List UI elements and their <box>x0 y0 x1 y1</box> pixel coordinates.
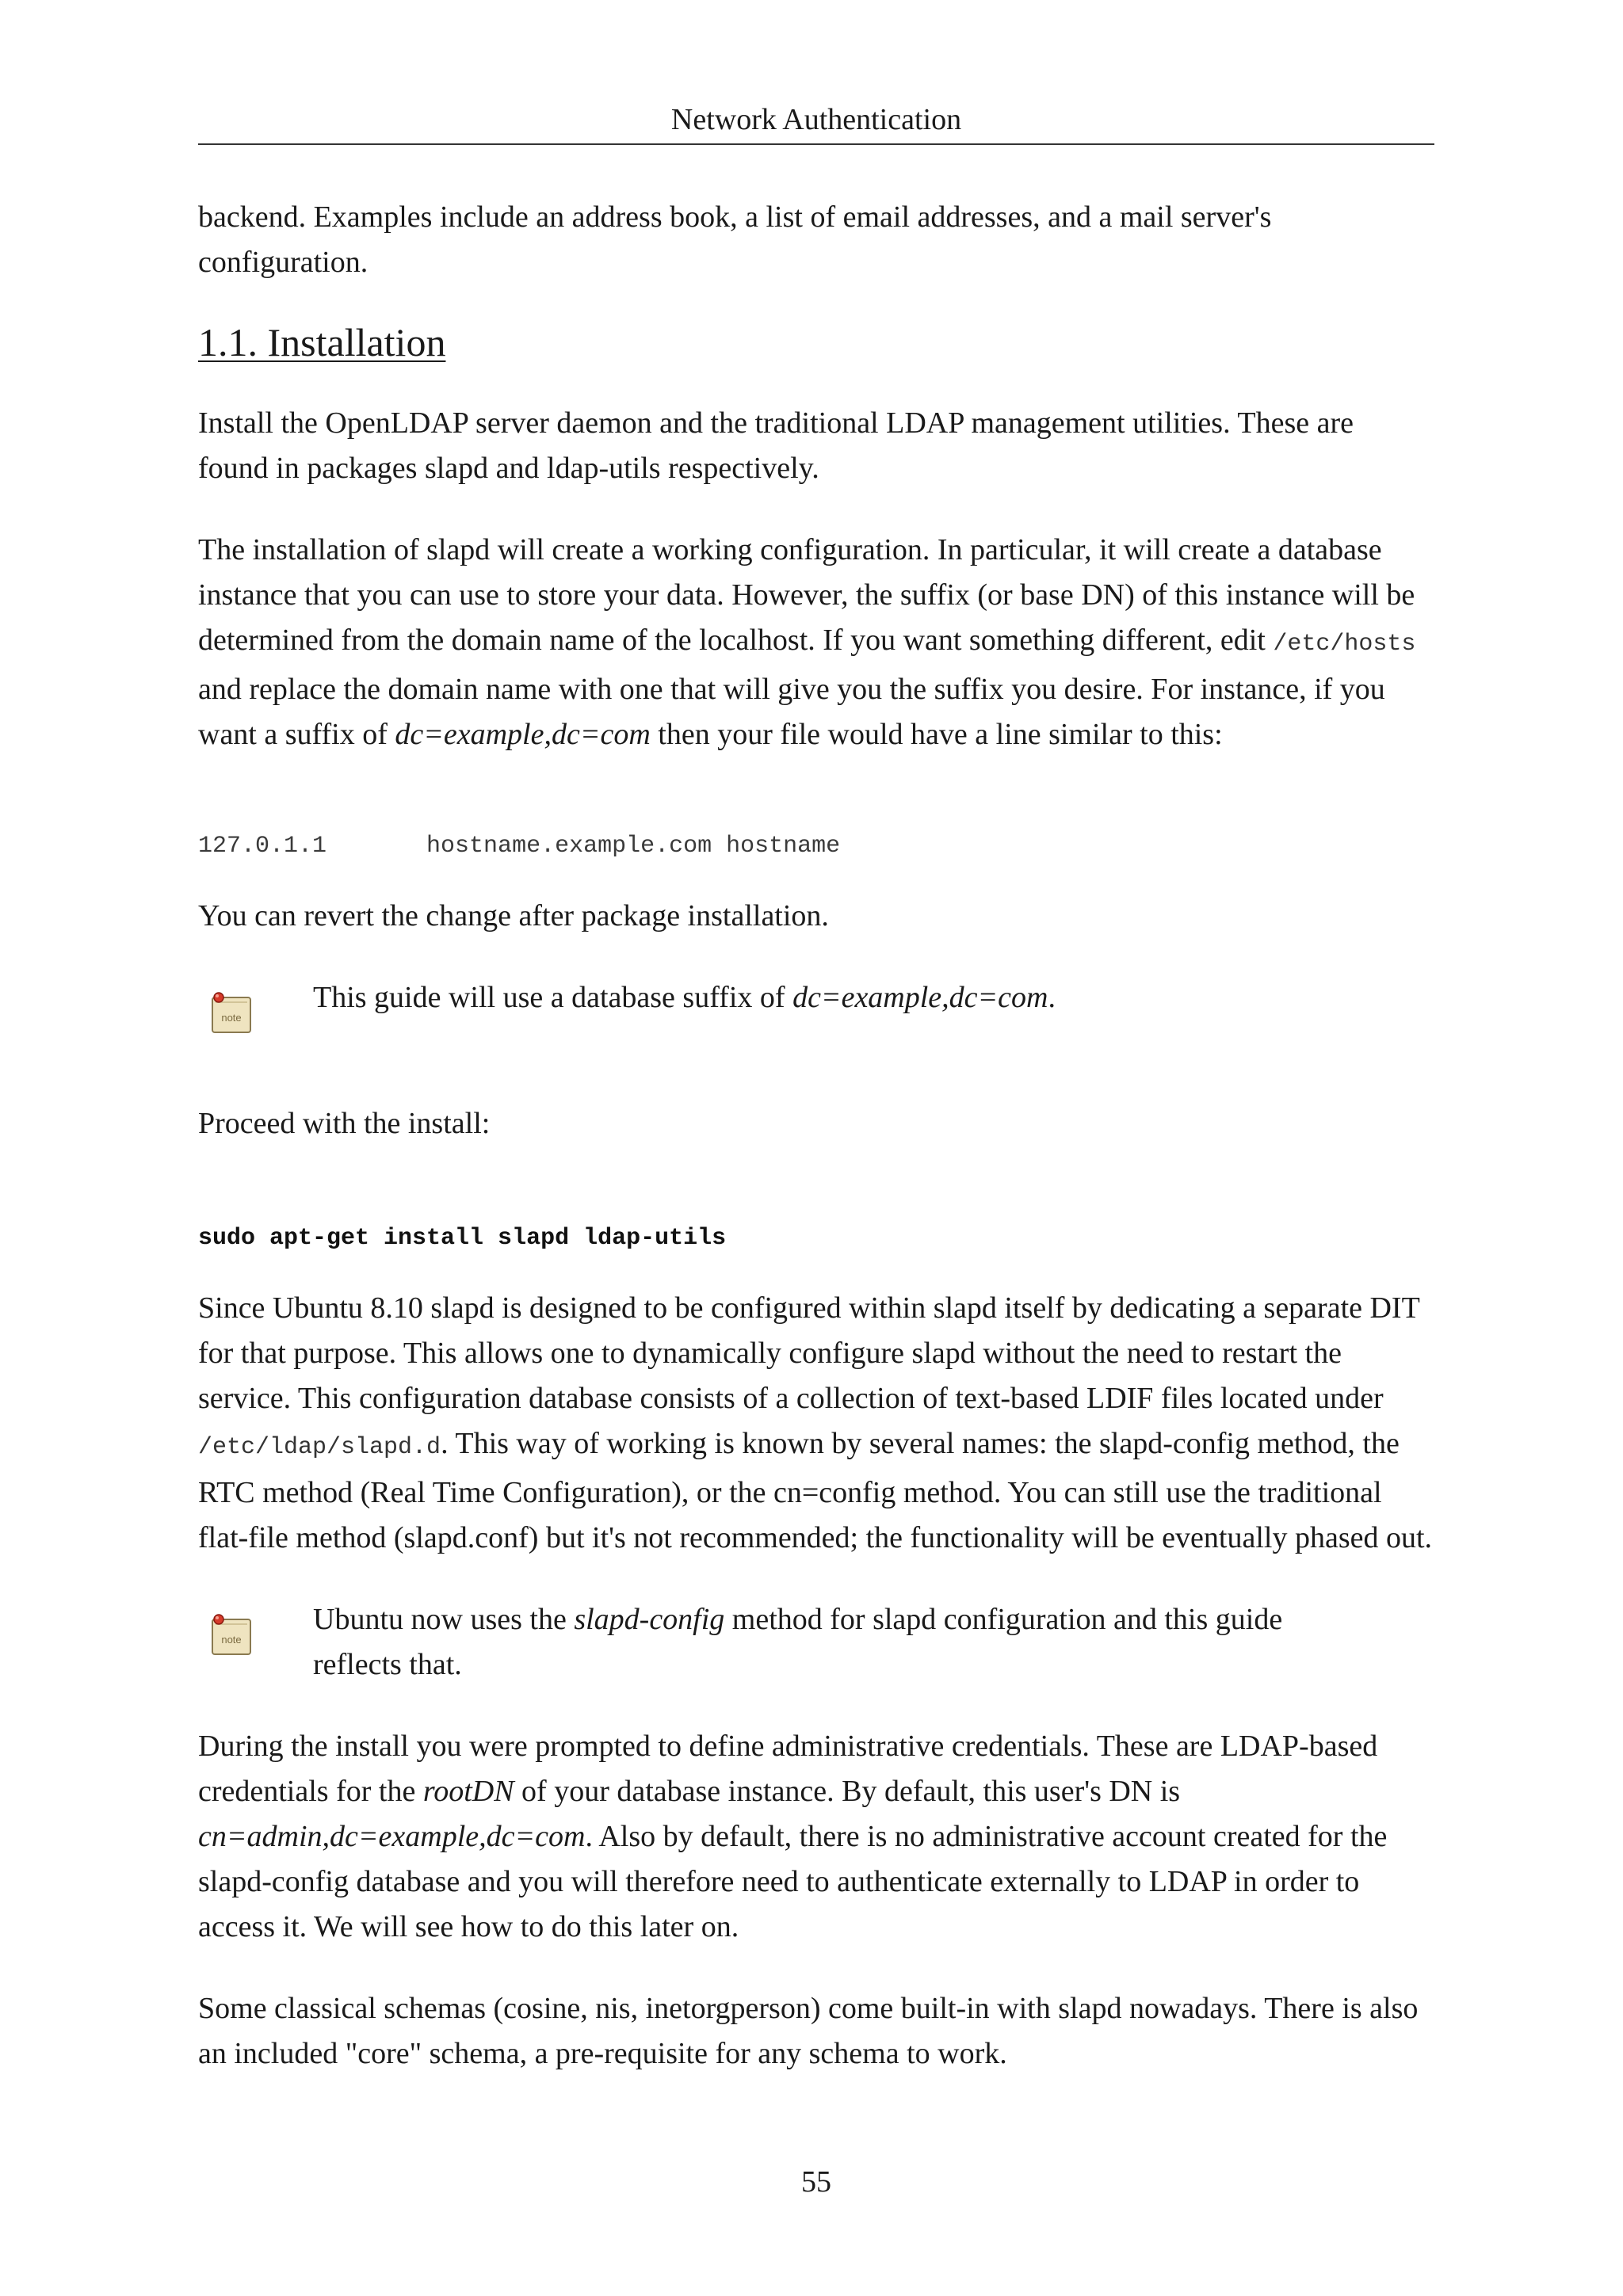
note-icon <box>204 1608 257 1661</box>
svg-text:note: note <box>221 1012 242 1024</box>
rootdn-term: rootDN <box>422 1775 514 1808</box>
note-suffix-value: dc=example,dc=com <box>792 981 1048 1014</box>
config-paragraph <box>198 528 1434 757</box>
slapd-config-paragraph: Since Ubuntu 8.10 slapd is designed to be configured within slapd itself by dedicating a separate DIT for that purpose. This allows one to dynamically configure slapd without the need to restart the service. This configuration database consists of a collection of text-based LDIF files located under /etc/ldap/slapd.d. This way of working is known by several names: the slapd-config method, the RTC method (Real Time Configuration), or the cn=config method. You can still use the traditional flat-file method (slapd.conf) but it's not recommended; the functionality will be eventually phased out. <box>198 1291 1433 1554</box>
config-text-a: The installation of slapd will create a working configuration. In particular, it will create a database instance that you can use to store your data. However, the suffix (or base DN) of this instance will be determined from the domain name of the localhost. If you want something different, edit <box>198 533 1415 657</box>
proceed-paragraph: Proceed with the install: <box>198 1107 491 1140</box>
install-paragraph: Install the OpenLDAP server daemon and the traditional LDAP management utilities. These are found in packages slapd and ldap-utils respectively. <box>198 406 1354 485</box>
page-number: 55 <box>801 2165 831 2199</box>
running-header: Network Authentication <box>670 103 962 136</box>
config-text-b: and replace the domain name with one that will give you the suffix you desire. For instance, if you want a suffix of <box>198 673 1385 751</box>
suffix-example: dc=example,dc=com <box>395 718 651 751</box>
note-slapd-config <box>198 1597 1434 1688</box>
intro-paragraph: backend. Examples include an address book, a list of email addresses, and a mail server's configuration. <box>198 200 1272 279</box>
revert-paragraph: You can revert the change after package installation. <box>198 899 829 933</box>
slapd-d-path: /etc/ldap/slapd.d <box>198 1434 441 1461</box>
hosts-path: /etc/hosts <box>1273 631 1416 658</box>
note-suffix <box>198 975 1434 1024</box>
config-text-c: then your file would have a line similar to this: <box>650 718 1223 751</box>
header-rule <box>198 143 1434 145</box>
svg-text:note: note <box>221 1634 242 1646</box>
page-body <box>198 195 1434 2077</box>
admin-dn: cn=admin,dc=example,dc=com <box>198 1820 586 1853</box>
schemas-paragraph: Some classical schemas (cosine, nis, inetorgperson) come built-in with slapd nowadays. There is also an included "core" schema, a pre-requisite for any schema to work. <box>198 1992 1419 2070</box>
note-slapd-config-term: slapd-config <box>574 1603 725 1636</box>
note-slapd-config-text: Ubuntu now uses the slapd-config method for slapd configuration and this guide reflects that. <box>313 1603 1283 1681</box>
credentials-paragraph: During the install you were prompted to define administrative credentials. These are LDAP-based credentials for the rootDN of your database instance. By default, this user's DN is cn=admin,dc=example,dc=com. Also by default, there is no administrative account created for the slapd-config database and you will therefore need to authenticate externally to LDAP in order to access it. We will see how to do this later on. <box>198 1730 1388 1943</box>
section-heading[interactable]: 1.1. Installation <box>198 320 446 364</box>
note-icon <box>204 986 257 1039</box>
install-command-block: sudo apt-get install slapd ldap-utils <box>198 1225 727 1252</box>
hosts-code-block: 127.0.1.1 hostname.example.com hostname <box>198 833 841 860</box>
note-suffix-text: This guide will use a database suffix of dc=example,dc=com. <box>313 981 1056 1014</box>
